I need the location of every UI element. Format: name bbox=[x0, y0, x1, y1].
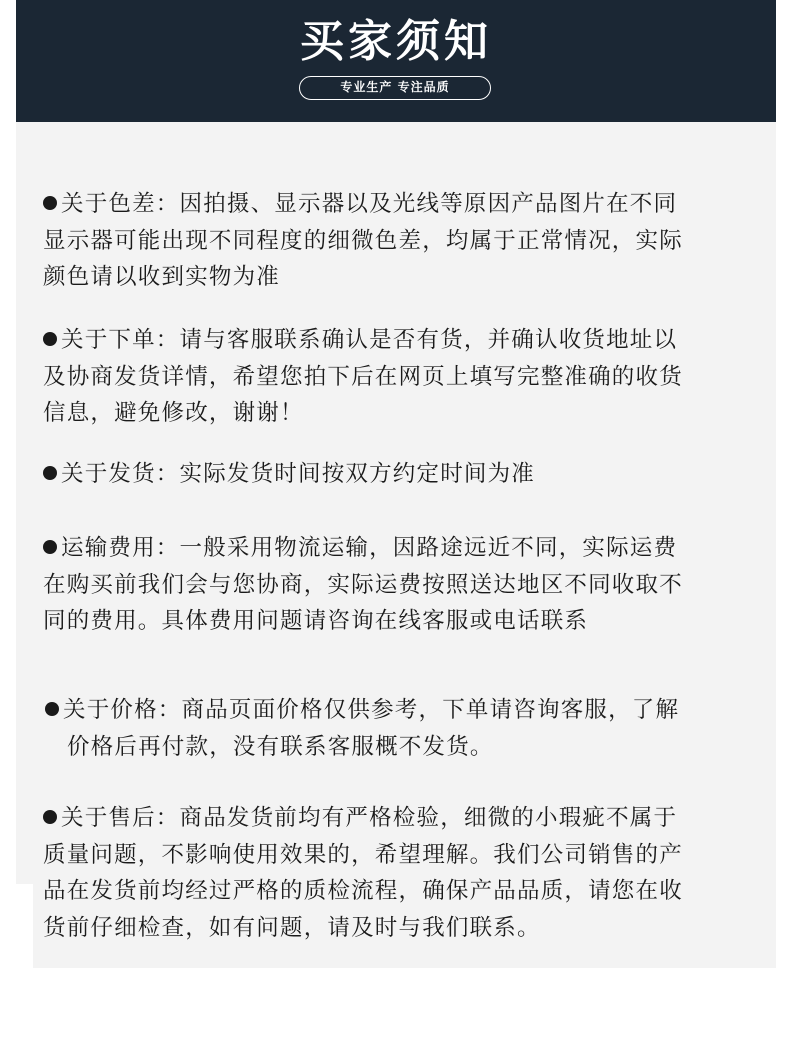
bullet-icon bbox=[43, 196, 57, 210]
notice-after-sales bbox=[43, 800, 753, 946]
notice-shipping-cost bbox=[43, 530, 753, 640]
notice-line: 价格后再付款，没有联系客服概不发货。 bbox=[67, 733, 494, 760]
notice-line: 运输费用：一般采用物流运输，因路途远近不同，实际运费 bbox=[61, 535, 678, 561]
bullet-icon bbox=[43, 466, 57, 480]
bullet-icon bbox=[45, 702, 59, 716]
notice-line: 关于发货：实际发货时间按双方约定时间为准 bbox=[61, 461, 536, 487]
notice-line: 关于下单：请与客服联系确认是否有货，并确认收货地址以 bbox=[61, 327, 678, 353]
subtitle-pill: 专业生产 专注品质 bbox=[299, 76, 491, 100]
notice-line: 颜色请以收到实物为准 bbox=[43, 264, 281, 290]
bullet-icon bbox=[43, 810, 57, 824]
notice-line: 同的费用。具体费用问题请咨询在线客服或电话联系 bbox=[43, 608, 589, 634]
notice-line: 显示器可能出现不同程度的细微色差，均属于正常情况，实际 bbox=[43, 227, 683, 254]
notice-line: 质量问题，不影响使用效果的，希望理解。我们公司销售的产 bbox=[43, 841, 683, 868]
notice-line: 品在发货前均经过严格的质检流程，确保产品品质，请您在收 bbox=[43, 878, 683, 904]
notice-ordering bbox=[43, 322, 753, 432]
notice-line: 关于价格：商品页面价格仅供参考，下单请咨询客服，了解 bbox=[63, 697, 680, 723]
bullet-icon bbox=[43, 540, 57, 554]
bullet-icon bbox=[43, 332, 57, 346]
header-banner bbox=[16, 0, 776, 122]
notice-line: 货前仔细检查，如有问题，请及时与我们联系。 bbox=[43, 914, 541, 941]
notice-line: 信息，避免修改，谢谢！ bbox=[43, 400, 304, 426]
notice-shipping bbox=[43, 456, 753, 493]
notice-line: 关于色差：因拍摄、显示器以及光线等原因产品图片在不同 bbox=[61, 191, 678, 217]
notice-line: 关于售后：商品发货前均有严格检验，细微的小瑕疵不属于 bbox=[61, 805, 678, 831]
notice-price bbox=[45, 692, 755, 765]
notice-line: 在购买前我们会与您协商，实际运费按照送达地区不同收取不 bbox=[43, 571, 683, 598]
notice-line: 及协商发货详情，希望您拍下后在网页上填写完整准确的收货 bbox=[43, 363, 683, 390]
notice-color-difference bbox=[43, 186, 753, 296]
page-title: 买家须知 bbox=[300, 16, 492, 67]
